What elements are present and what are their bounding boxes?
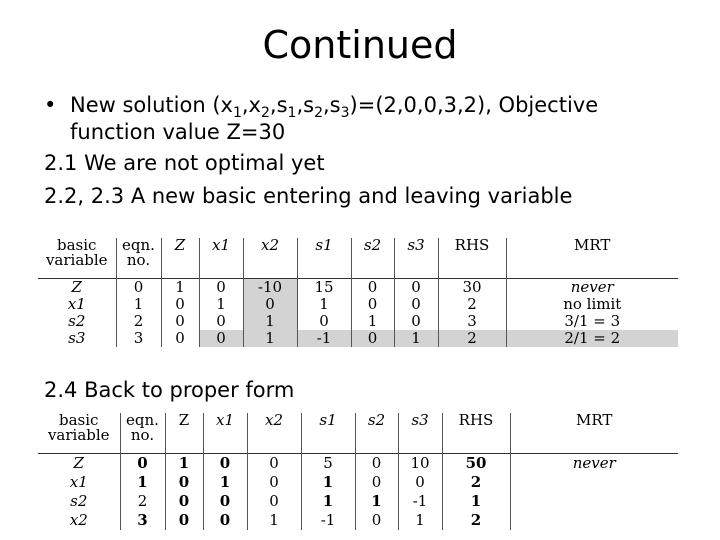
table-header-row (38, 413, 678, 454)
header-cell: RHS (442, 413, 510, 454)
table-cell: -1 (398, 492, 442, 511)
header-cell: s1 (301, 413, 355, 454)
table-cell: 0 (161, 296, 199, 313)
bullet-solution: • New solution $(x_1,x_2,s_1,s_2,s_3)=(2,0,0,3,2)$, Objective (44, 93, 599, 121)
table-cell: never (510, 454, 678, 474)
table-cell (510, 492, 678, 511)
table-cell: Z (38, 279, 116, 297)
step-2-4-text: 2.4 Back to proper form (44, 378, 295, 402)
bullet-dot-icon: • (44, 93, 57, 117)
table-cell: 1 (301, 492, 355, 511)
header-cell: s1 (297, 238, 351, 279)
table-cell: no limit (563, 295, 622, 313)
table-cell: 1 (161, 279, 199, 297)
table-cell: s3 (38, 330, 116, 347)
table-cell: 0 (199, 330, 243, 347)
table-cell: 0 (394, 296, 438, 313)
header-cell: eqn. no. (116, 238, 161, 279)
table-cell: -1 (301, 511, 355, 530)
table-row (38, 279, 678, 297)
table-row (38, 492, 678, 511)
table-row (38, 473, 678, 492)
header-cell: x1 (199, 238, 243, 279)
table-cell: 1 (203, 473, 247, 492)
table-cell: 2/1 = 2 (506, 330, 678, 347)
table-cell: 10 (398, 454, 442, 474)
table-cell: 15 (297, 279, 351, 297)
table-cell: 2 (120, 492, 165, 511)
header-cell: x1 (203, 413, 247, 454)
header-cell: s3 (394, 238, 438, 279)
header-cell: x2 (247, 413, 301, 454)
table-header-row (38, 238, 678, 279)
header-cell: MRT (574, 236, 611, 254)
table-cell: 0 (120, 454, 165, 474)
table-cell: 2 (442, 511, 510, 530)
header-cell: Z (161, 238, 199, 279)
table-cell: 30 (438, 279, 506, 297)
table-cell: 0 (243, 296, 297, 313)
header-cell: MRT (576, 411, 613, 429)
table-cell: 0 (297, 313, 351, 330)
step-2-1-text: 2.1 We are not optimal yet (44, 151, 325, 175)
table-cell: 50 (442, 454, 510, 474)
table-cell: 1 (120, 473, 165, 492)
table-cell (510, 511, 678, 530)
table-cell: 0 (247, 473, 301, 492)
table-cell: x1 (38, 296, 116, 313)
header-cell: s2 (351, 238, 394, 279)
table-row (38, 511, 678, 530)
table-cell: 2 (116, 313, 161, 330)
table-cell: 1 (199, 296, 243, 313)
header-cell: x2 (243, 238, 297, 279)
table-row (38, 313, 678, 330)
table-cell: 5 (301, 454, 355, 474)
table-cell: 1 (116, 296, 161, 313)
table-cell: 1 (398, 511, 442, 530)
header-cell: basic variable (38, 238, 116, 279)
table-cell: 2 (438, 296, 506, 313)
header-cell: s3 (398, 413, 442, 454)
table-cell: 1 (355, 492, 398, 511)
table-cell: 0 (351, 330, 394, 347)
table-cell: 0 (199, 313, 243, 330)
table-cell: 0 (398, 473, 442, 492)
table-cell: 2 (442, 473, 510, 492)
table-cell: 0 (165, 511, 203, 530)
table-cell: 3 (116, 330, 161, 347)
table-cell: 0 (203, 492, 247, 511)
table-cell: 1 (301, 473, 355, 492)
header-cell: s2 (355, 413, 398, 454)
table-cell: 1 (243, 330, 297, 347)
table-cell: 0 (199, 279, 243, 297)
table-cell: 0 (394, 313, 438, 330)
slide-title: Continued (262, 23, 458, 67)
table-cell: x1 (38, 473, 120, 492)
table-cell: 0 (355, 454, 398, 474)
table-cell: 0 (116, 279, 161, 297)
header-cell: eqn. no. (120, 413, 165, 454)
table-cell: 3 (120, 511, 165, 530)
table-cell: 1 (442, 492, 510, 511)
table-row (38, 454, 678, 474)
step-2-2-text: 2.2, 2.3 A new basic entering and leaving variable (44, 184, 573, 208)
table-cell: -10 (243, 279, 297, 297)
table-row (38, 330, 678, 347)
table-cell (510, 473, 678, 492)
table-cell: 0 (351, 296, 394, 313)
table-cell: 0 (161, 313, 199, 330)
table-cell: 0 (355, 473, 398, 492)
header-cell: basic variable (38, 413, 120, 454)
table-cell: 0 (394, 279, 438, 297)
simplex-table-2 (38, 413, 678, 530)
table-cell: x2 (38, 511, 120, 530)
table-cell: 0 (247, 454, 301, 474)
table-cell: s2 (38, 313, 116, 330)
table-cell: 1 (297, 296, 351, 313)
table-cell: 1 (247, 511, 301, 530)
table-cell: 0 (203, 511, 247, 530)
table-cell: 1 (243, 313, 297, 330)
header-cell: Z (165, 413, 203, 454)
table-cell: 2 (438, 330, 506, 347)
table-cell: never (506, 279, 678, 297)
simplex-table-1 (38, 238, 678, 347)
table-cell: 0 (165, 492, 203, 511)
table-cell: 1 (351, 313, 394, 330)
header-cell: RHS (438, 238, 506, 279)
table-cell: 3/1 = 3 (564, 312, 621, 330)
table-cell: 1 (165, 454, 203, 474)
table-cell: 1 (394, 330, 438, 347)
table-cell: 0 (161, 330, 199, 347)
table-cell: s2 (38, 492, 120, 511)
table-cell: Z (38, 454, 120, 474)
table-cell: 3 (438, 313, 506, 330)
table-cell: -1 (297, 330, 351, 347)
bullet-objective-line: function value Z=30 (70, 120, 286, 144)
table-cell: 0 (351, 279, 394, 297)
table-cell: 0 (355, 511, 398, 530)
table-row (38, 296, 678, 313)
table-cell: 0 (247, 492, 301, 511)
table-cell: 0 (203, 454, 247, 474)
table-cell: 0 (165, 473, 203, 492)
